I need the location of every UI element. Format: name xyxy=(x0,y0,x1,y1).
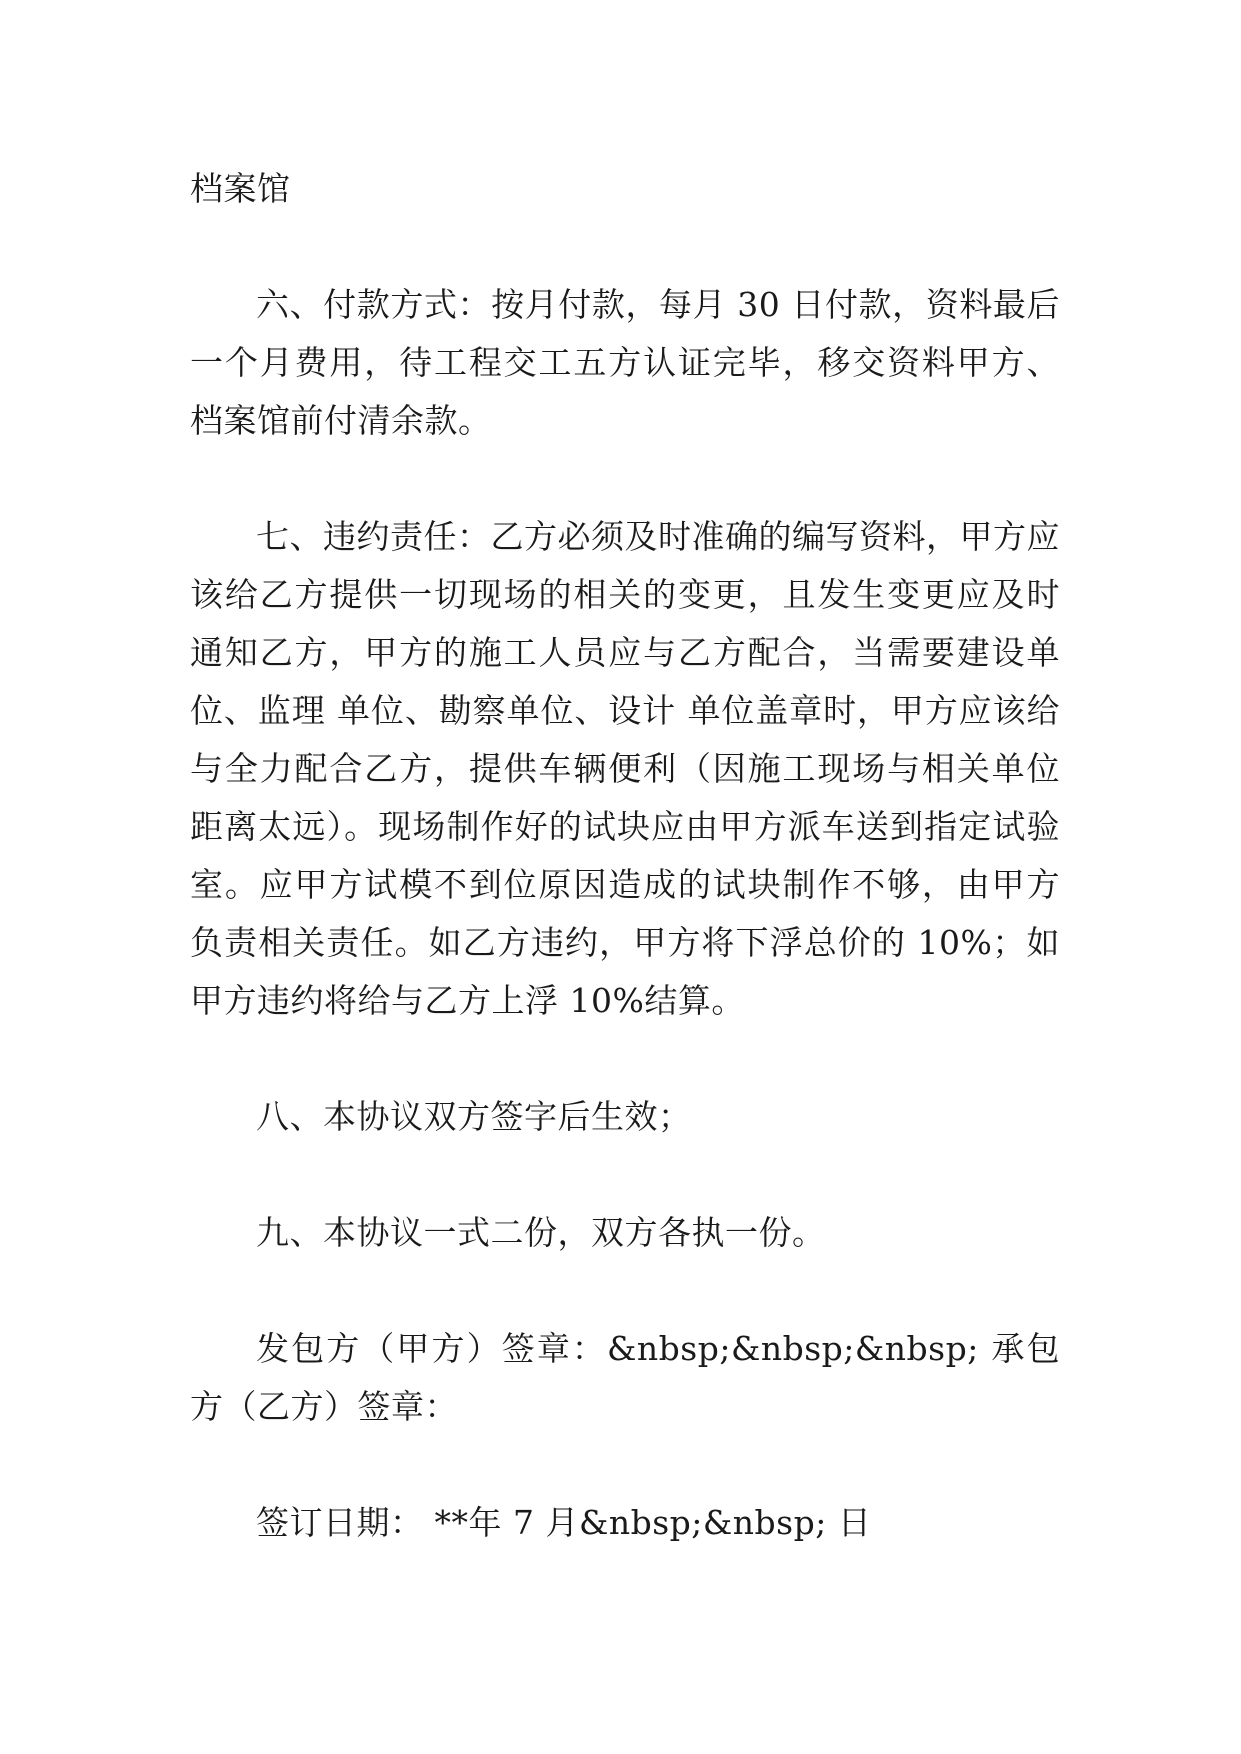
paragraph-signatures: 发包方（甲方）签章：&nbsp;&nbsp;&nbsp; 承包方（乙方）签章： xyxy=(190,1329,1060,1426)
paragraph-gap xyxy=(190,1146,1060,1204)
paragraph-gap xyxy=(190,1030,1060,1088)
paragraph-gap xyxy=(190,450,1060,508)
paragraph-gap xyxy=(190,218,1060,276)
paragraph-effective-clause: 八、本协议双方签字后生效； xyxy=(256,1097,692,1136)
paragraph-gap xyxy=(190,1436,1060,1494)
paragraph-archive-continuation: 档案馆 xyxy=(190,169,291,208)
paragraph-copies-clause: 九、本协议一式二份，双方各执一份。 xyxy=(256,1213,826,1252)
document-body xyxy=(190,160,1060,1552)
paragraph-signing-date: 签订日期： **年 7 月&nbsp;&nbsp; 日 xyxy=(256,1503,872,1542)
paragraph-payment-method: 六、付款方式：按月付款，每月 30 日付款，资料最后一个月费用，待工程交工五方认证完毕，移交资料甲方、档案馆前付清余款。 xyxy=(190,285,1060,440)
paragraph-gap xyxy=(190,1262,1060,1320)
paragraph-breach-liability: 七、违约责任：乙方必须及时准确的编写资料，甲方应该给乙方提供一切现场的相关的变更，且发生变更应及时通知乙方，甲方的施工人员应与乙方配合，当需要建设单位、监理 单位、勘察单位、设计 单位盖章时，甲方应该给与全力配合乙方，提供车辆便利（因施工现场与相关单位距离太远）。现场制作好的试块应由甲方派车送到指定试验室。应甲方试模不到位原因造成的试块制作不够，由甲方负责相关责任。如乙方违约，甲方将下浮总价的 10%；如甲方违约将给与乙方上浮 10%结算。 xyxy=(190,517,1060,1020)
